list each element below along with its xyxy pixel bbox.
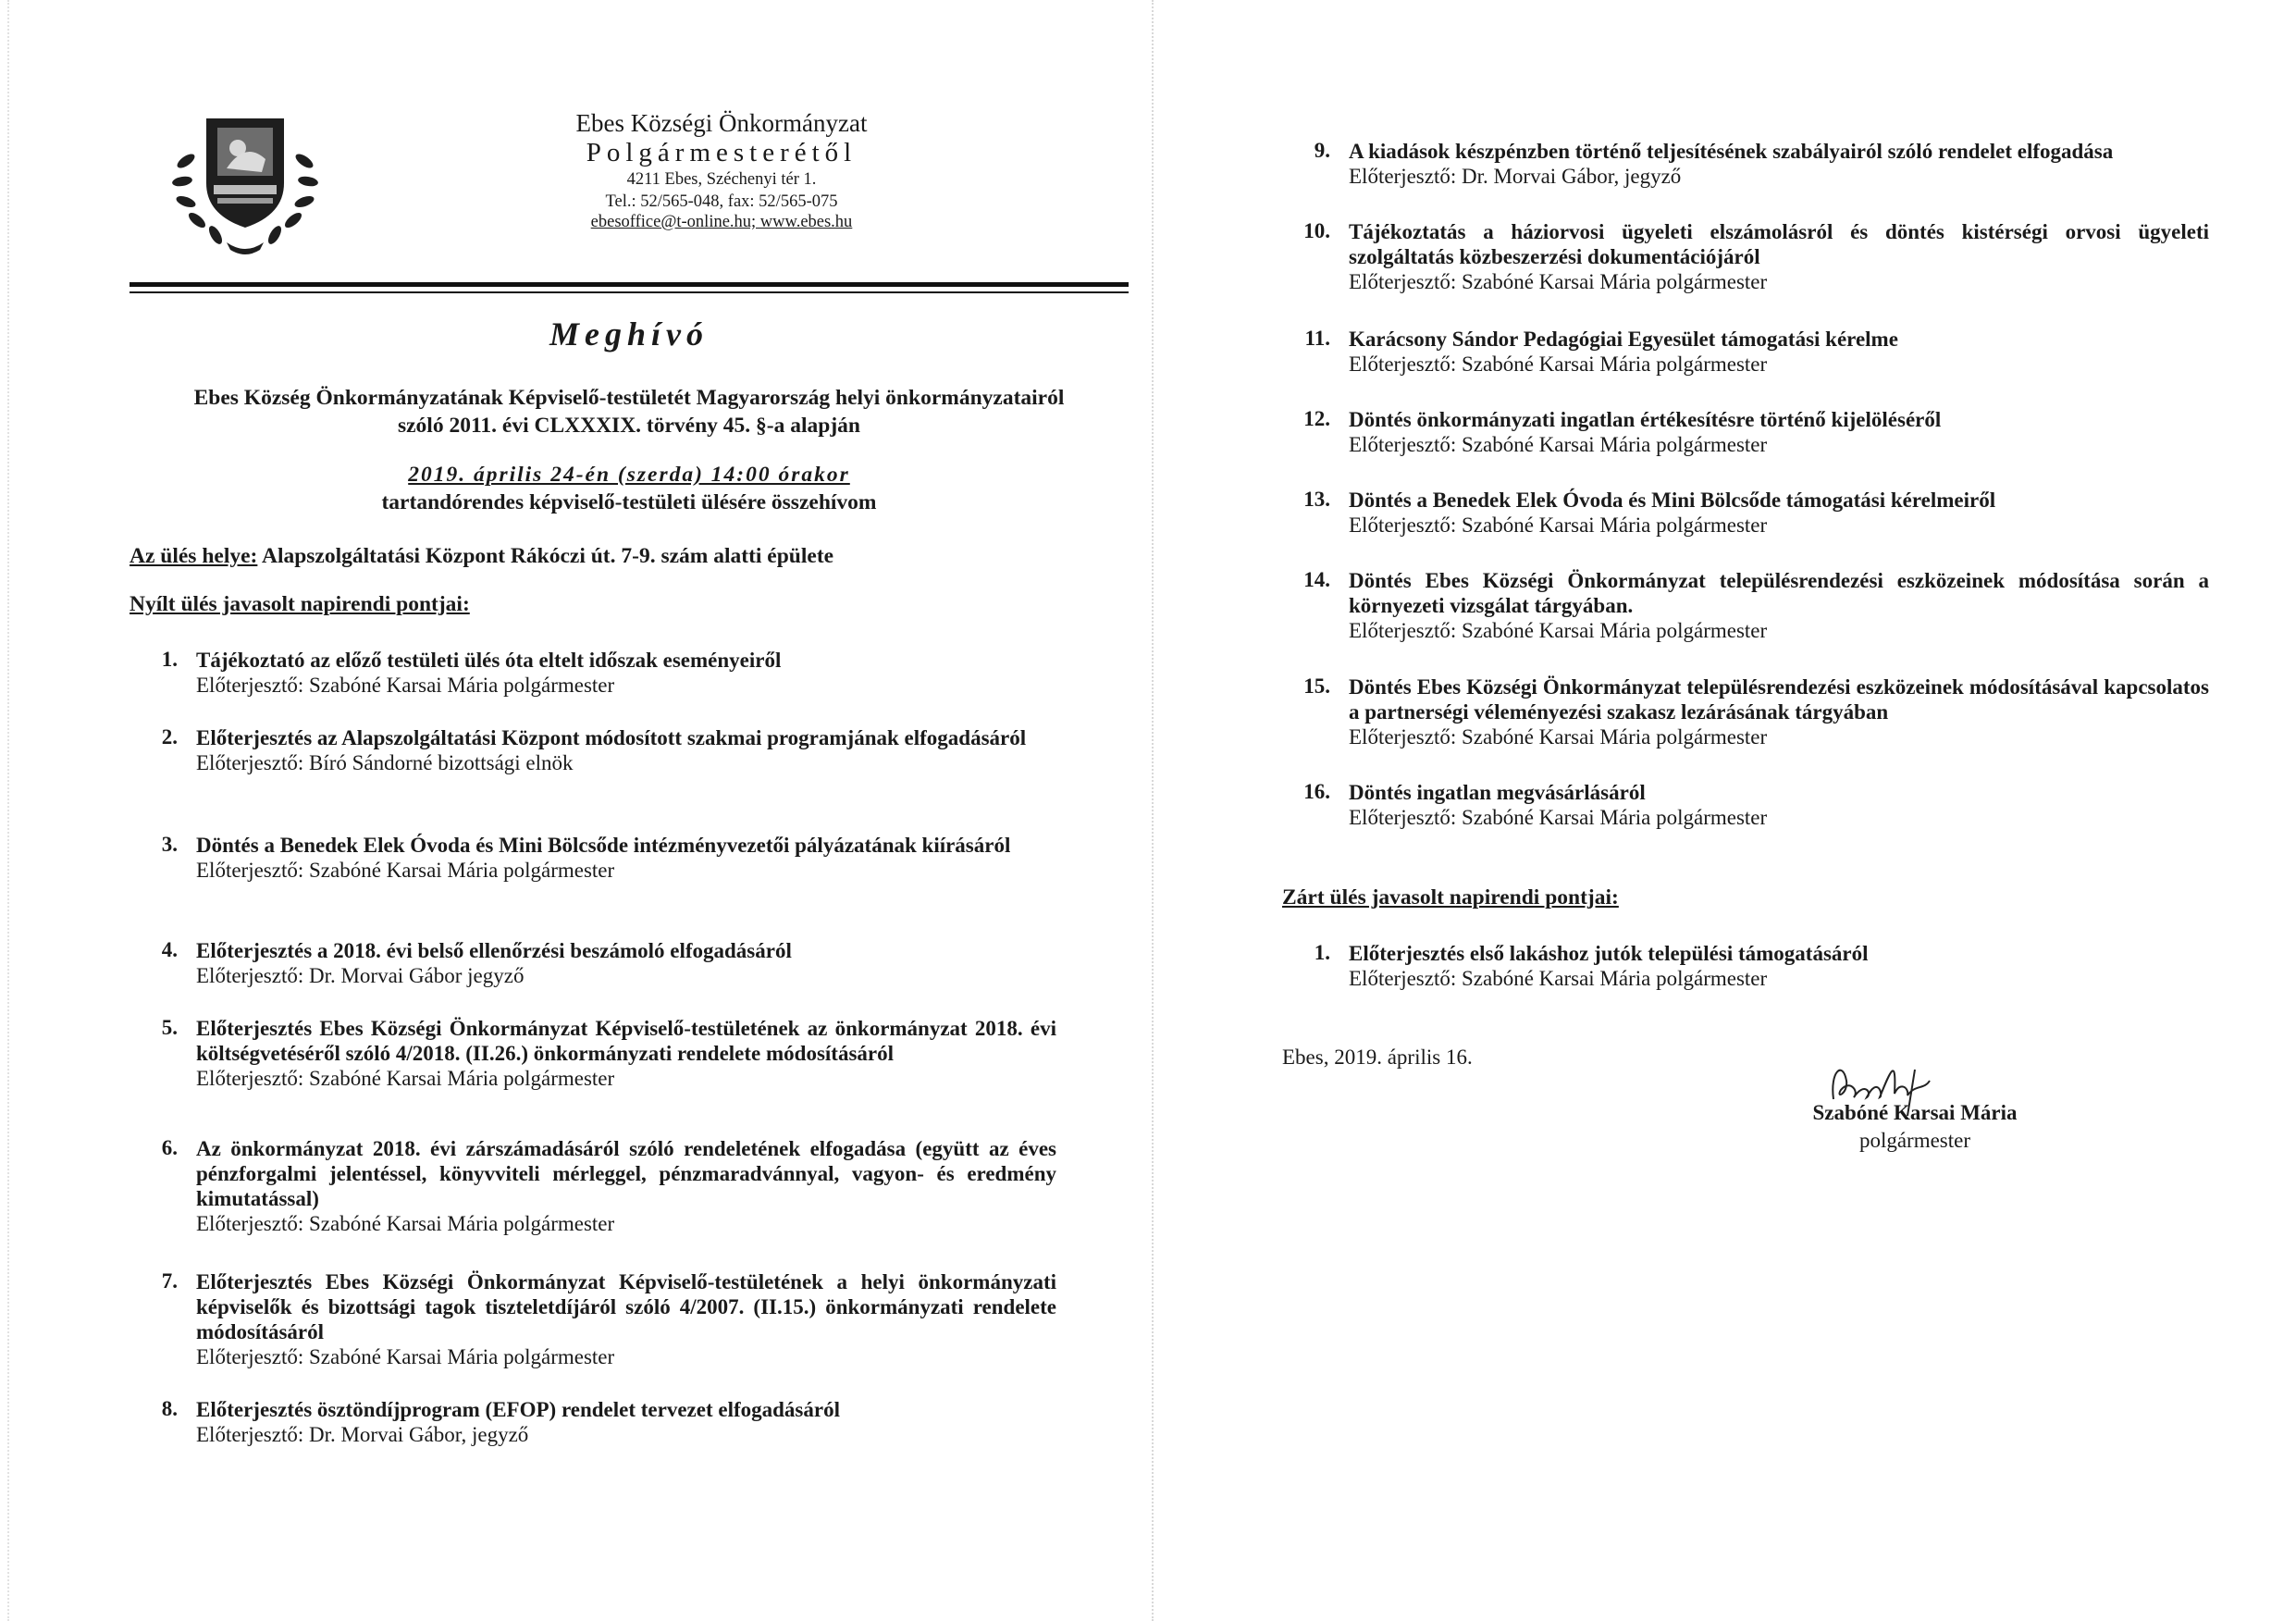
item-number: 1. xyxy=(161,648,178,671)
item-title: Az önkormányzat 2018. évi zárszámadásáról szóló rendeletének elfogadása (együtt az éves pénzforgalmi jelentéssel, könyvviteli mérleggel, pénzmaradvánnyal, vagyon- és eredmény kimutatással) xyxy=(196,1137,1056,1210)
email-web-link[interactable]: ebesoffice@t-online.hu; www.ebes.hu xyxy=(590,213,853,231)
item-presenter: Előterjesztő: Dr. Morvai Gábor, jegyző xyxy=(1349,165,1682,188)
meeting-datetime: 2019. április 24-én (szerda) 14:00 órakor xyxy=(408,463,850,487)
item-title: Döntés Ebes Községi Önkormányzat településrendezési eszközeinek módosításával kapcsolatos a partnerségi véleményezési szakasz lezárásának tárgyában xyxy=(1349,675,2209,724)
item-number: 16. xyxy=(1303,780,1330,803)
phone-fax: Tel.: 52/565-048, fax: 52/565-075 xyxy=(605,192,838,211)
page-fold xyxy=(1152,0,1154,1621)
item-presenter: Előterjesztő: Bíró Sándorné bizottsági elnök xyxy=(196,751,574,774)
address: 4211 Ebes, Széchenyi tér 1. xyxy=(626,170,817,189)
closed-section-heading: Zárt ülés javasolt napirendi pontjai: xyxy=(1282,885,1619,909)
item-title: Tájékoztató az előző testületi ülés óta eltelt időszak eseményeiről xyxy=(196,649,782,672)
item-title: Előterjesztés az Alapszolgáltatási Központ módosított szakmai programjának elfogadásáról xyxy=(196,726,1027,749)
item-title: A kiadások készpénzben történő teljesítésének szabályairól szóló rendelet elfogadása xyxy=(1349,140,2114,163)
item-number: 13. xyxy=(1303,488,1330,511)
item-number: 2. xyxy=(161,725,178,749)
header-rule-thin xyxy=(130,291,1129,293)
intro-text xyxy=(130,384,1129,439)
item-title: Tájékoztatás a háziorvosi ügyeleti elszámolásról és döntés kistérségi orvosi ügyeleti szolgáltatás közbeszerzési dokumentációjáról xyxy=(1349,220,2209,268)
item-number: 7. xyxy=(161,1269,178,1293)
item-number: 15. xyxy=(1303,674,1330,698)
item-presenter: Előterjesztő: Szabóné Karsai Mária polgármester xyxy=(196,859,615,882)
header-rule-thick xyxy=(130,282,1129,287)
item-presenter: Előterjesztő: Szabóné Karsai Mária polgármester xyxy=(196,1345,615,1368)
meeting-place xyxy=(130,544,1129,569)
item-presenter: Előterjesztő: Szabóné Karsai Mária polgármester xyxy=(1349,967,1768,990)
item-presenter: Előterjesztő: Szabóné Karsai Mária polgármester xyxy=(1349,806,1768,829)
meeting-place-value: Alapszolgáltatási Központ Rákóczi út. 7-9. szám alatti épülete xyxy=(261,544,834,568)
item-title: Karácsony Sándor Pedagógiai Egyesület támogatási kérelme xyxy=(1349,328,1898,351)
item-presenter: Előterjesztő: Szabóné Karsai Mária polgármester xyxy=(1349,433,1768,456)
item-title: Döntés önkormányzati ingatlan értékesítésre történő kijelöléséről xyxy=(1349,408,1942,431)
item-title: Döntés ingatlan megvásárlásáról xyxy=(1349,781,1646,804)
org-name: Ebes Községi Önkormányzat xyxy=(575,109,868,137)
item-presenter: Előterjesztő: Szabóné Karsai Mária polgármester xyxy=(1349,725,1768,749)
item-presenter: Előterjesztő: Szabóné Karsai Mária polgármester xyxy=(1349,353,1768,376)
item-title: Előterjesztés első lakáshoz jutók települési támogatásáról xyxy=(1349,942,1869,965)
item-presenter: Előterjesztő: Szabóné Karsai Mária polgármester xyxy=(196,1212,615,1235)
document-title: Meghívó xyxy=(549,316,709,353)
meeting-place-label: Az ülés helye: xyxy=(130,544,258,568)
item-title: Előterjesztés Ebes Községi Önkormányzat Képviselő-testületének az önkormányzat 2018. évi költségvetéséről szóló 4/2018. (II.26.) önkormányzati rendelete módosításáról xyxy=(196,1017,1056,1065)
signer-name: Szabóné Karsai Mária xyxy=(1812,1101,2018,1124)
item-title: Előterjesztés ösztöndíjprogram (EFOP) rendelet tervezet elfogadásáról xyxy=(196,1398,840,1421)
intro-line-2: szóló 2011. évi CLXXXIX. törvény 45. §-a alapján xyxy=(397,414,861,438)
item-presenter: Előterjesztő: Dr. Morvai Gábor jegyző xyxy=(196,964,525,987)
item-title: Döntés Ebes Községi Önkormányzat településrendezési eszközeinek módosítása során a környezeti vizsgálat tárgyában. xyxy=(1349,569,2209,617)
item-number: 14. xyxy=(1303,568,1330,591)
item-number: 3. xyxy=(161,833,178,856)
office-name: Polgármesterétől xyxy=(586,138,858,167)
item-presenter: Előterjesztő: Szabóné Karsai Mária polgármester xyxy=(1349,270,1768,293)
item-presenter: Előterjesztő: Szabóné Karsai Mária polgármester xyxy=(1349,619,1768,642)
meeting-type: tartandórendes képviselő-testületi ülésére összehívom xyxy=(381,490,877,514)
intro-line-1: Ebes Község Önkormányzatának Képviselő-testületét Magyarország helyi önkormányzatairól xyxy=(193,386,1065,410)
item-number: 4. xyxy=(161,938,178,961)
signer-role: polgármester xyxy=(1858,1129,1971,1152)
item-title: Döntés a Benedek Elek Óvoda és Mini Bölcsőde intézményvezetői pályázatának kiírásáról xyxy=(196,834,1011,857)
item-number: 10. xyxy=(1303,219,1330,242)
open-section-heading: Nyílt ülés javasolt napirendi pontjai: xyxy=(130,592,470,616)
coat-of-arms-logo xyxy=(171,111,319,259)
item-number: 5. xyxy=(161,1016,178,1039)
item-presenter: Előterjesztő: Dr. Morvai Gábor, jegyző xyxy=(196,1423,529,1446)
item-title: Előterjesztés a 2018. évi belső ellenőrzési beszámoló elfogadásáról xyxy=(196,939,792,962)
item-title: Előterjesztés Ebes Községi Önkormányzat Képviselő-testületének a helyi önkormányzati képviselők és bizottsági tagok tiszteletdíjáról szóló 4/2007. (II.15.) önkormányzati rendelete módosításáról xyxy=(196,1270,1056,1343)
item-number: 11. xyxy=(1304,327,1330,350)
item-number: 9. xyxy=(1314,139,1330,162)
item-presenter: Előterjesztő: Szabóné Karsai Mária polgármester xyxy=(196,1067,615,1090)
item-number: 12. xyxy=(1303,407,1330,430)
item-presenter: Előterjesztő: Szabóné Karsai Mária polgármester xyxy=(1349,514,1768,537)
item-title: Döntés a Benedek Elek Óvoda és Mini Bölcsőde támogatási kérelmeiről xyxy=(1349,489,1996,512)
place-date: Ebes, 2019. április 16. xyxy=(1282,1046,1473,1069)
item-number: 8. xyxy=(161,1397,178,1420)
letterhead xyxy=(518,109,925,232)
item-presenter: Előterjesztő: Szabóné Karsai Mária polgármester xyxy=(196,674,615,697)
item-number: 1. xyxy=(1314,941,1330,964)
scan-edge xyxy=(7,0,9,1621)
item-number: 6. xyxy=(161,1136,178,1159)
